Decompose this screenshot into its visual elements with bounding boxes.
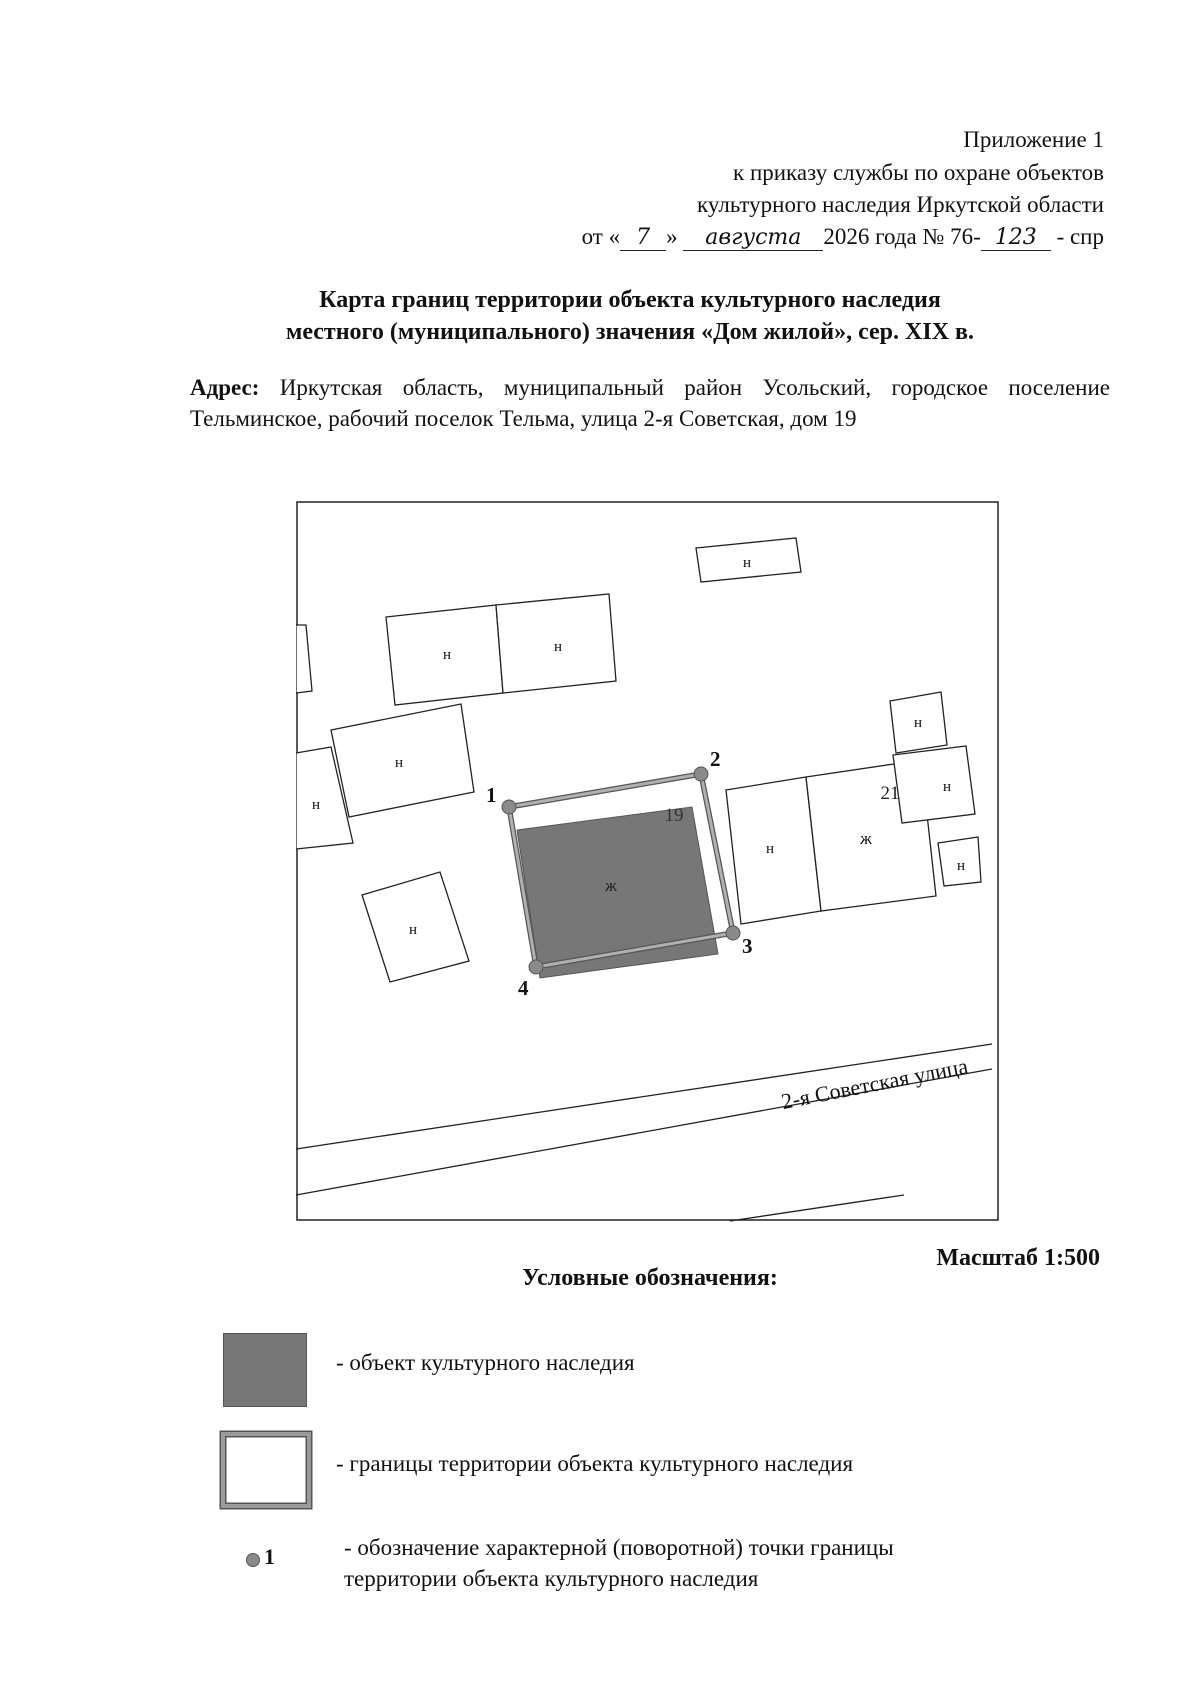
building-label-n: н <box>956 858 966 874</box>
address-block <box>190 372 1110 434</box>
order-number-handwritten: 123 <box>981 226 1051 251</box>
house-number-21: 21 <box>880 783 900 804</box>
turning-point-4-label: 4 <box>518 976 529 1000</box>
order-suffix: - спр <box>1056 224 1104 249</box>
legend-title: Условные обозначения: <box>522 1265 778 1291</box>
building-label-n: н <box>311 797 321 813</box>
building-label-zh: ж <box>860 829 872 848</box>
turning-point-1-label: 1 <box>486 783 497 807</box>
legend-point-marker <box>246 1553 260 1567</box>
date-day-handwritten: 7 <box>620 226 666 251</box>
header-line-1: Приложение 1 <box>963 127 1104 152</box>
legend-item-point-line-1: - обозначение характерной (поворотной) точки границы <box>344 1535 894 1560</box>
legend-swatch-boundary <box>221 1432 311 1508</box>
building-label-n: н <box>408 922 418 938</box>
header-line-3: культурного наследия Иркутской области <box>697 192 1104 217</box>
turning-point-3-label: 3 <box>742 934 753 958</box>
legend-point-number: 1 <box>264 1544 275 1569</box>
building-label-n: н <box>913 715 923 731</box>
title-line-2: местного (муниципального) значения «Дом жилой», сер. XIX в. <box>285 319 974 345</box>
building-label-n: н <box>442 647 452 663</box>
turning-point-4-marker <box>529 960 543 974</box>
date-year: 2026 года № 76- <box>823 224 981 249</box>
building-ne-mid <box>893 746 975 823</box>
street-name-label: 2-я Советская улица <box>779 1053 970 1114</box>
turning-point-2-label: 2 <box>710 747 721 771</box>
date-prefix: от « <box>581 224 621 249</box>
address-text: Иркутская область, муниципальный район Усольский, городское поселение Тельминское, рабочий поселок Тельма, улица 2-я Советская, дом 19 <box>190 375 1111 431</box>
building-label-n: н <box>942 779 952 795</box>
date-month-handwritten: августа <box>683 226 823 251</box>
header-line-2: к приказу службы по охране объектов <box>733 160 1104 185</box>
turning-point-2-marker <box>694 767 708 781</box>
building-label-n: н <box>394 755 404 771</box>
title-line-1: Карта границ территории объекта культурного наследия <box>319 287 941 313</box>
legend-swatch-heritage-object <box>223 1333 307 1407</box>
date-mid: » <box>666 224 678 249</box>
house-number-19: 19 <box>664 805 684 826</box>
turning-point-1-marker <box>502 800 516 814</box>
building-label-n: н <box>742 555 752 571</box>
header-order-line <box>582 222 1104 252</box>
heritage-label-zh: ж <box>605 876 617 895</box>
legend-item-heritage-object: - объект культурного наследия <box>336 1350 635 1375</box>
map-scale: Масштаб 1:500 <box>936 1245 1100 1271</box>
building-label-n: н <box>765 841 775 857</box>
turning-point-3-marker <box>726 926 740 940</box>
building-label-n: н <box>553 639 563 655</box>
legend-item-boundary: - границы территории объекта культурного наследия <box>336 1451 854 1476</box>
site-plan-map <box>296 501 1000 1222</box>
legend-item-point-line-2: территории объекта культурного наследия <box>344 1566 759 1591</box>
address-label: Адрес: <box>190 375 260 400</box>
